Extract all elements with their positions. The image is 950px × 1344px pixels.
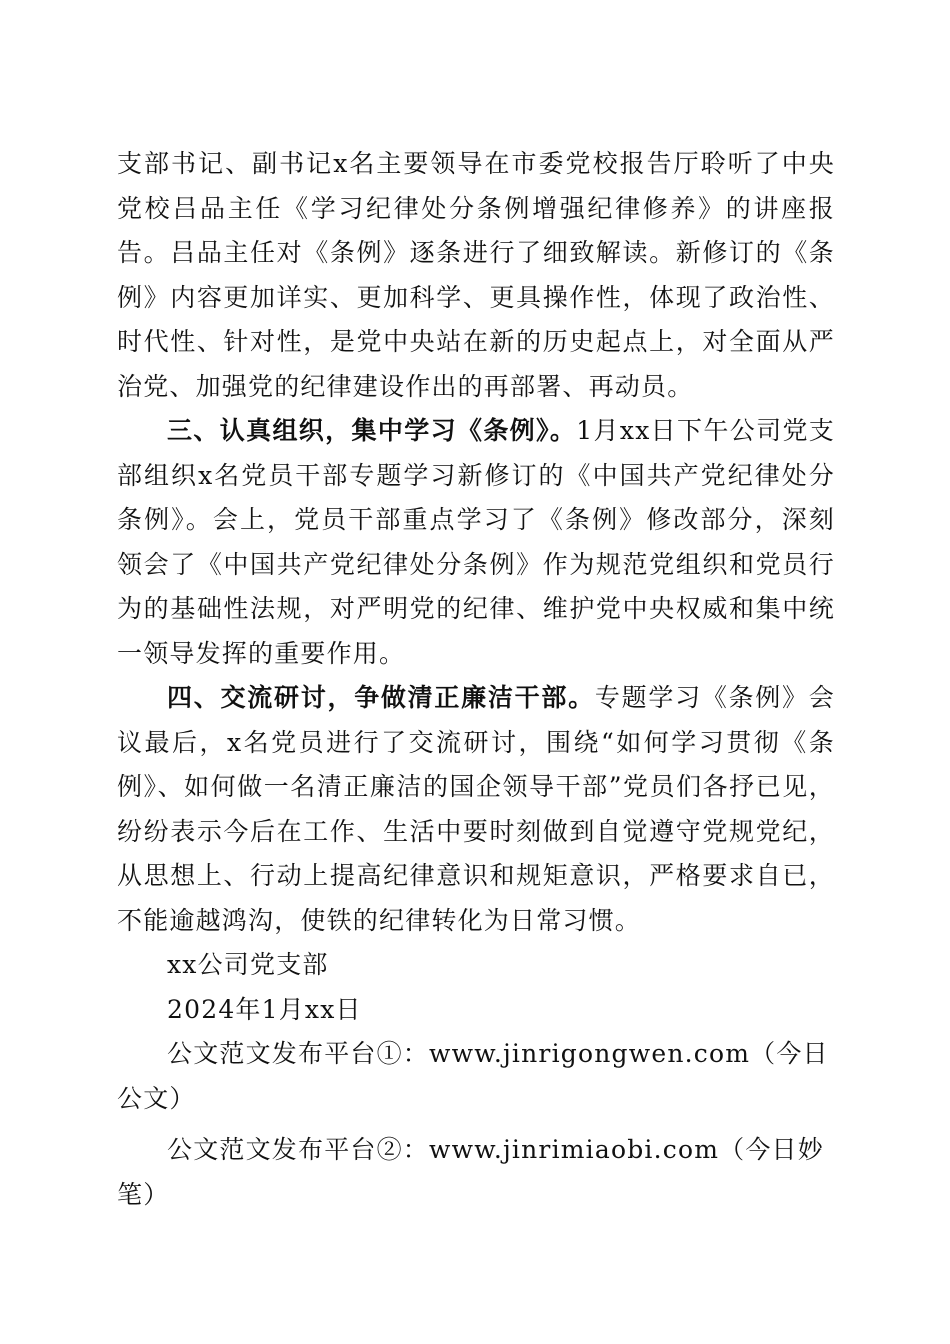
signature-block — [117, 943, 835, 1032]
paragraph-lecture-report: 支部书记、副书记x名主要领导在市委党校报告厅聆听了中央党校吕品主任《学习纪律处分条例增强纪律修养》的讲座报告。吕品主任对《条例》逐条进行了细致解读。新修订的《条例》内容更加详实、更加科学、更具操作性，体现了政治性、时代性、针对性，是党中央站在新的历史起点上，对全面从严治党、加强党的纪律建设作出的再部署、再动员。 — [117, 149, 835, 401]
signature-organization: xx公司党支部 — [167, 950, 329, 979]
section-4-body: 专题学习《条例》会议最后，x名党员进行了交流研讨，围绕“如何学习贯彻《条例》、如何做一名清正廉洁的国企领导干部”党员们各抒已见，纷纷表示今后在工作、生活中要时刻做到自觉遵守党规党纪，从思想上、行动上提高纪律意识和规矩意识，严格要求自已，不能逾越鸿沟，使铁的纪律转化为日常习惯。 — [117, 683, 835, 935]
platform-spacer — [117, 1121, 835, 1128]
document-body — [117, 142, 835, 1217]
platform-link-1[interactable]: 公文范文发布平台①：www.jinrigongwen.com（今日公文） — [117, 1039, 829, 1113]
section-4-heading: 四、交流研讨，争做清正廉洁干部。 — [167, 683, 595, 712]
section-3-heading: 三、认真组织，集中学习《条例》。 — [167, 416, 577, 445]
section-3-body: 1月xx日下午公司党支部组织x名党员干部专题学习新修订的《中国共产党纪律处分条例》。会上，党员干部重点学习了《条例》修改部分，深刻领会了《中国共产党纪律处分条例》作为规范党组织和党员行为的基础性法规，对严明党的纪律、维护党中央权威和集中统一领导发挥的重要作用。 — [117, 416, 836, 668]
signature-date: 2024年1月xx日 — [167, 994, 362, 1024]
platform-link-2[interactable]: 公文范文发布平台②：www.jinrimiaobi.com（今日妙笔） — [117, 1135, 824, 1209]
section-4-paragraph — [117, 676, 835, 943]
section-3-paragraph — [117, 409, 835, 676]
